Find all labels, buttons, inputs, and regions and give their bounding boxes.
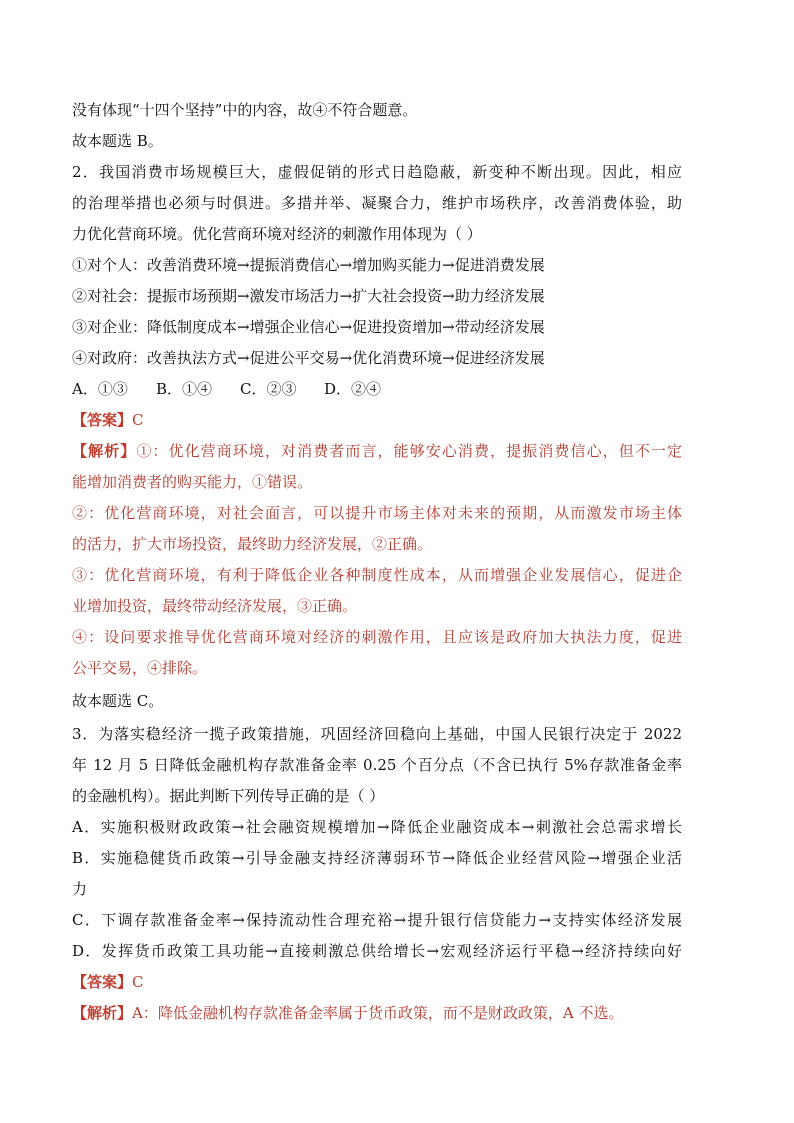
q3-option-b-cont: 力 — [72, 880, 88, 898]
q3-stem-line-3: 的金融机构）。据此判断下列传导正确的是（ ） — [72, 787, 385, 805]
analysis-tag: 【解析】 — [72, 442, 137, 460]
q2-analysis-line-8: 公平交易，④排除。 — [72, 659, 208, 677]
q1-tail-text: 没有体现“十四个坚持”中的内容，故④不符合题意。 — [72, 101, 418, 119]
q2-stem-line-1: 2．我国消费市场规模巨大，虚假促销的形式日趋隐蔽，新变种不断出现。因此，相应 — [72, 163, 682, 181]
q2-analysis-line-2: 能增加消费者的购买能力，①错误。 — [72, 473, 313, 491]
q2-analysis-line-7: ④：设问要求推导优化营商环境对经济的刺激作用，且应该是政府加大执法力度，促进 — [72, 628, 682, 646]
q2-analysis-line-6: 业增加投资，最终带动经济发展，③正确。 — [72, 597, 358, 615]
q3-option-b: B．实施稳健货币政策→引导金融支持经济薄弱环节→降低企业经营风险→增强企业活 — [72, 849, 682, 867]
answer-value: C — [132, 411, 144, 429]
q3-option-d: D．发挥货币政策工具功能→直接刺激总供给增长→宏观经济运行平稳→经济持续向好 — [72, 942, 682, 960]
q3-option-a: A．实施积极财政政策→社会融资规模增加→降低企业融资成本→刺激社会总需求增长 — [72, 818, 682, 836]
answer-tag: 【答案】 — [72, 973, 133, 991]
q2-stem-line-2: 的治理举措也必须与时俱进。多措并举、凝聚合力，维护市场秩序，改善消费体验，助 — [72, 194, 682, 212]
q2-option-b: B．①④ — [156, 380, 213, 398]
q2-analysis-line-1 — [72, 436, 682, 467]
q3-stem-line-1: 3．为落实稳经济一揽子政策措施，巩固经济回稳向上基础，中国人民银行决定于 2022 — [72, 725, 682, 743]
analysis-text: ①：优化营商环境，对消费者而言，能够安心消费，提振消费信心，但不一定 — [136, 442, 682, 460]
q2-options — [72, 374, 682, 405]
q1-conclusion: 故本题选 B。 — [72, 132, 163, 150]
q2-analysis-line-3: ②：优化营商环境，对社会面言，可以提升市场主体对未来的预期，从而激发市场主体 — [72, 504, 682, 522]
q2-conclusion: 故本题选 C。 — [72, 692, 164, 710]
q3-option-c: C．下调存款准备金率→保持流动性合理充裕→提升银行信贷能力→支持实体经济发展 — [72, 911, 682, 929]
analysis-tag: 【解析】 — [72, 1004, 133, 1022]
q2-item-1: ①对个人：改善消费环境→提振消费信心→增加购买能力→促进消费发展 — [72, 256, 545, 274]
q2-item-2: ②对社会：提振市场预期→激发市场活力→扩大社会投资→助力经济发展 — [72, 287, 545, 305]
q2-option-d: D．②④ — [324, 380, 382, 398]
answer-tag: 【答案】 — [72, 411, 133, 429]
q2-option-a: A．①③ — [72, 380, 128, 398]
q2-item-3: ③对企业：降低制度成本→增强企业信心→促进投资增加→带动经济发展 — [72, 318, 545, 336]
q3-answer — [72, 967, 682, 998]
q2-analysis-line-4: 的活力，扩大市场投资，最终助力经济发展，②正确。 — [72, 535, 433, 553]
q2-answer — [72, 405, 682, 436]
answer-value: C — [132, 973, 144, 991]
q2-stem-line-3: 力优化营商环境。优化营商环境对经济的刺激作用体现为（ ） — [72, 225, 482, 243]
q2-option-c: C．②③ — [240, 380, 297, 398]
q3-stem-line-2: 年 12 月 5 日降低金融机构存款准备金率 0.25 个百分点（不含已执行 5%存款准备金率 — [72, 756, 682, 774]
q3-analysis-line-1 — [72, 998, 682, 1029]
q2-analysis-line-5: ③：优化营商环境，有利于降低企业各种制度性成本，从而增强企业发展信心，促进企 — [72, 566, 682, 584]
analysis-text: A：降低金融机构存款准备金率属于货币政策，而不是财政政策，A 不选。 — [132, 1004, 624, 1022]
q2-item-4: ④对政府：改善执法方式→促进公平交易→优化消费环境→促进经济发展 — [72, 349, 545, 367]
